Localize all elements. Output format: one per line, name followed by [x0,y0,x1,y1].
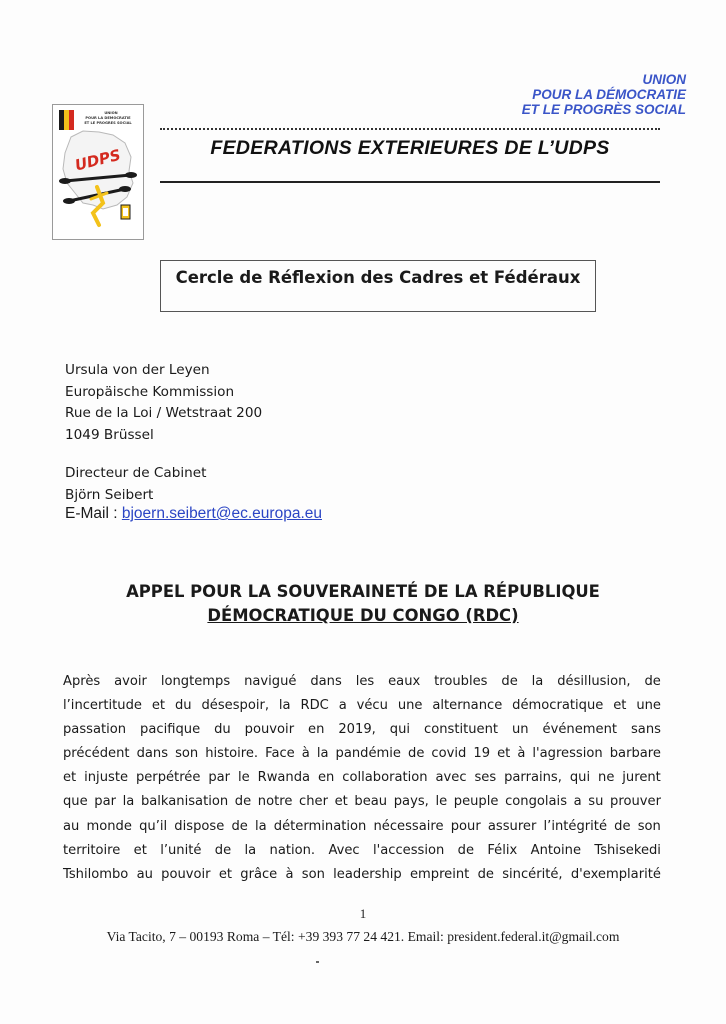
cabinet-name: Björn Seibert [65,486,154,503]
body-line: passation pacifique du pouvoir en 2019, qui constituent un événement sans [63,722,661,738]
org-line-2: POUR LA DÉMOCRATIE [532,87,686,102]
header-solid-divider [160,181,660,183]
federation-title: FEDERATIONS EXTERIEURES DE L’UDPS [210,137,610,159]
page-number: 1 [359,906,367,921]
cabinet-role: Directeur de Cabinet [65,465,207,481]
udps-logo [52,104,144,240]
body-line: au monde qu’il dispose de la détermination nécessaire pour assurer l’intégrité de son [63,818,661,834]
header-dotted-divider [160,128,660,130]
appeal-line-1: APPEL POUR LA SOUVERAINETÉ DE LA RÉPUBLIQUE [126,582,600,601]
recipient-name: Ursula von der Leyen [65,362,210,378]
body-line: territoire et l’unité de la nation. Avec l'accession de Félix Antoine Tshisekedi [63,842,661,858]
email-link[interactable]: bjoern.seibert@ec.europa.eu [121,505,322,522]
org-name [522,72,686,117]
body-line: que par la balkanisation de notre cher et beau pays, le peuple congolais a su prouver [63,794,661,810]
scan-speck [316,961,319,963]
cercle-title-box [160,260,596,312]
cabinet-block [65,463,206,506]
email-label: E-Mail : [65,505,118,522]
body-line: et injuste perpétrée par le Rwanda en collaboration avec ses parrains, qui ne jurent [63,770,661,786]
recipient-address [65,360,262,446]
logo-udps-text: UDPS [73,145,123,175]
logo-subtext-2: POUR LA DEMOCRATIE [85,116,131,120]
logo-subtext-1: UNION [104,111,118,115]
recipient-street: Rue de la Loi / Wetstraat 200 [65,405,263,421]
org-line-1: UNION [642,72,686,87]
footer-contact: Via Tacito, 7 – 00193 Roma – Tél: +39 393 77 24 421. Email: president.federal.it@gmail.com [106,929,620,944]
body-line: précédent dans son histoire. Face à la pandémie de covid 19 et à l'agression barbare [63,746,661,762]
body-line: Tshilombo au pouvoir et grâce à son leadership empreint de sincérité, d'exemplarité [63,866,661,882]
body-line: Après avoir longtemps navigué dans les eaux troubles de la désillusion, de [63,674,661,689]
logo-subtext-3: ET LE PROGRES SOCIAL [84,121,132,125]
org-line-3: ET LE PROGRÈS SOCIAL [521,102,686,117]
recipient-org: Europäische Kommission [65,383,235,400]
cercle-title: Cercle de Réflexion des Cadres et Fédéraux [175,268,581,287]
recipient-city: 1049 Brüssel [65,426,154,443]
appeal-line-2: DÉMOCRATIQUE DU CONGO (RDC) [207,606,519,625]
appeal-heading [60,580,666,628]
body-line: l’incertitude et du désespoir, la RDC a vécu une alternance démocratique et une [63,698,661,714]
email-line [65,505,322,523]
body-paragraph [63,670,661,887]
